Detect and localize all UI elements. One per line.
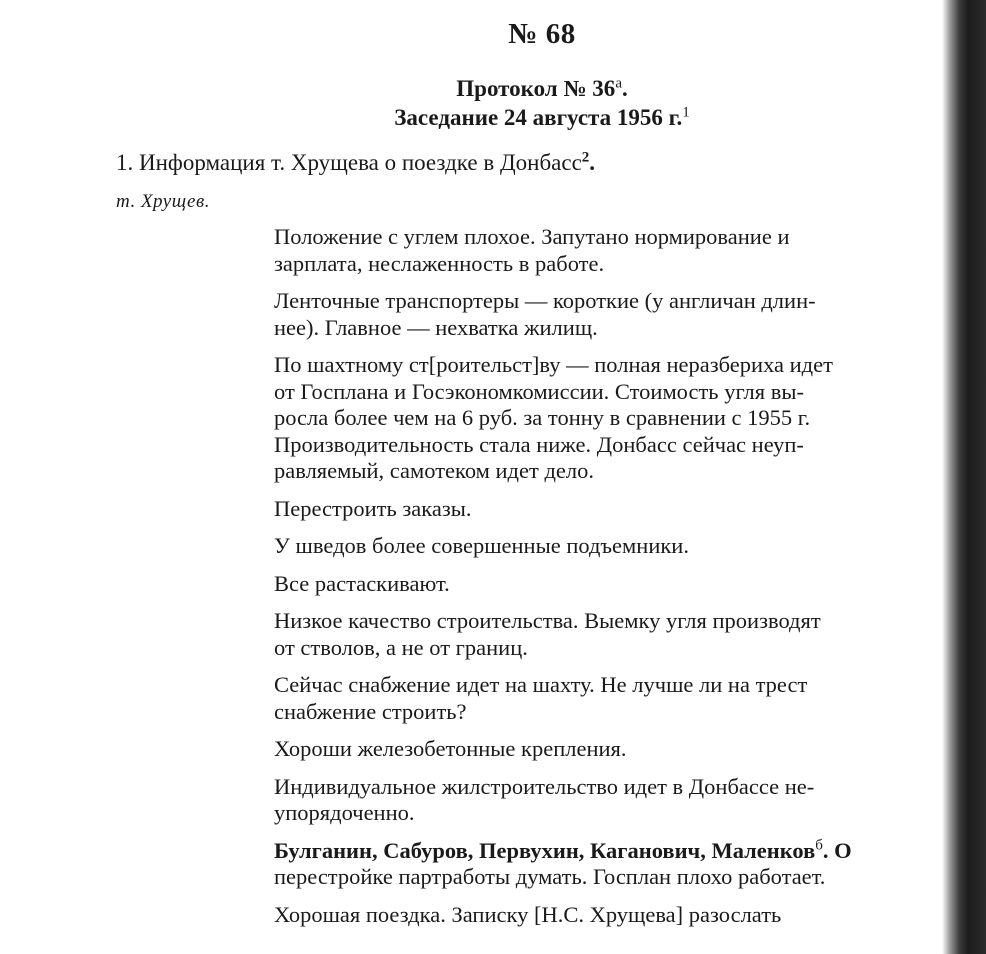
paragraph-line: Низкое качество строительства. Выемку угля производят (274, 608, 821, 633)
paragraph-line: от стволов, а не от границ. (274, 634, 528, 660)
paragraph-line: Все растаскивают. (274, 570, 450, 596)
paragraph-line: Хороши железобетонные крепления. (274, 736, 627, 761)
paragraph (274, 608, 974, 661)
speakers-tail: . О (822, 837, 852, 863)
protocol-title-text: Протокол № 36 (456, 76, 616, 101)
speakers-line-2: перестройке партработы думать. Госплан плохо работает. (274, 864, 826, 889)
paragraph-line: Сейчас снабжение идет на шахту. Не лучше ли на трест (274, 672, 808, 697)
paragraph-line: Положение с углем плохое. Запутано нормирование и (274, 224, 790, 249)
paragraph-line: Перестроить заказы. (274, 495, 472, 521)
paragraph (274, 288, 974, 341)
speaker-name: т. Хрущев. (116, 191, 210, 212)
agenda-item-text: 1. Информация т. Хрущева о поездке в Донбасс (116, 150, 582, 175)
document-number: № 68 (508, 18, 576, 50)
paragraph (274, 352, 974, 485)
speakers-footnote-mark: б (815, 837, 823, 853)
paragraph-line: Производительность стала ниже. Донбасс сейчас неуп- (274, 431, 804, 457)
paragraph (274, 496, 974, 523)
paragraph-line: зарплата, неслаженность в работе. (274, 250, 605, 276)
session-footnote-mark: 1 (682, 104, 690, 121)
paragraph-line: от Госплана и Госэкономкомиссии. Стоимость угля вы- (274, 378, 804, 404)
paragraph (274, 571, 974, 598)
paragraph (274, 736, 974, 763)
session-date-text: Заседание 24 августа 1956 г. (394, 105, 683, 130)
bold-speakers-paragraph (274, 838, 974, 891)
paragraph-line: По шахтному ст[роительст]ву — полная неразбериха идет (274, 352, 833, 377)
protocol-body (274, 224, 974, 939)
paragraph (274, 774, 974, 827)
paragraph-line: снабжение строить? (274, 698, 467, 724)
protocol-title (0, 74, 986, 103)
protocol-period: . (621, 76, 628, 101)
paragraph (274, 224, 974, 277)
protocol-header (0, 74, 986, 132)
speaker-names: Булганин, Сабуров, Первухин, Каганович, Маленков (274, 837, 816, 863)
protocol-footnote-mark: а (615, 75, 622, 92)
paragraph (274, 533, 974, 560)
agenda-footnote-mark: 2 (581, 149, 590, 166)
paragraph-line: упорядоченно. (274, 800, 415, 825)
paragraph-line: росла более чем на 6 руб. за тонну в сравнении с 1955 г. (274, 405, 811, 430)
paragraph-line: нее). Главное — нехватка жилищ. (274, 314, 598, 340)
agenda-period: . (589, 150, 596, 175)
book-binding-shadow (942, 0, 986, 954)
closing-paragraph: Хорошая поездка. Записку [Н.С. Хрущева] разослать (274, 901, 782, 927)
agenda-item (116, 150, 595, 176)
paragraph-line: У шведов более совершенные подъемники. (274, 533, 689, 558)
paragraph-list (274, 224, 974, 827)
paragraph-line: Индивидуальное жилстроительство идет в Донбассе не- (274, 773, 815, 799)
session-date (0, 103, 986, 132)
paragraph-line: Ленточные транспортеры — короткие (у англичан длин- (274, 288, 816, 313)
paragraph (274, 672, 974, 725)
paragraph-line: равляемый, самотеком идет дело. (274, 458, 594, 483)
